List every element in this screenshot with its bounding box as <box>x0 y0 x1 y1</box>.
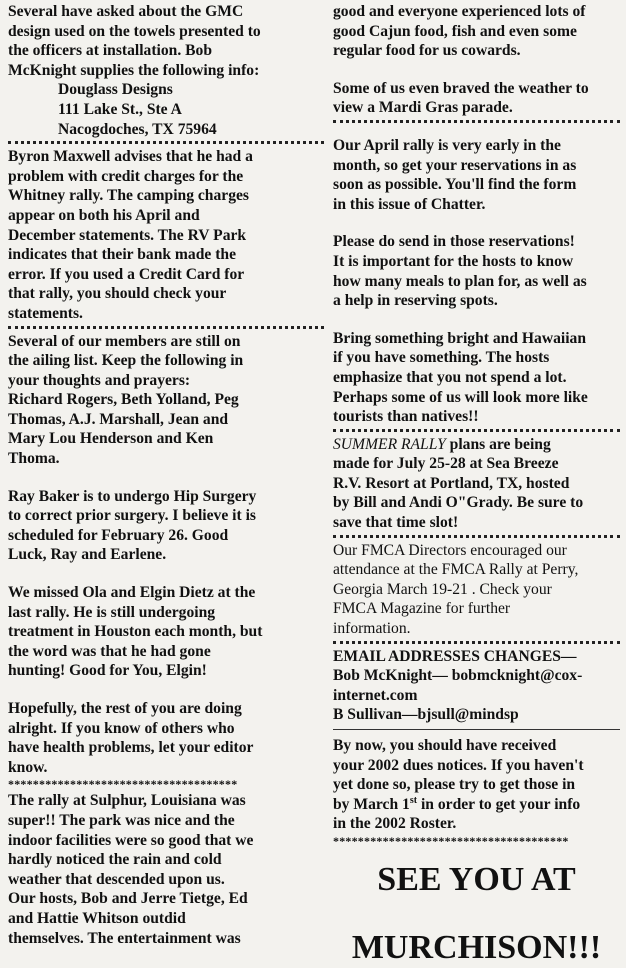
ola-paragraph <box>8 583 324 681</box>
text-line: Several have asked about the GMC <box>8 3 244 20</box>
text-line: R.V. Resort at Portland, TX, hosted <box>333 474 570 492</box>
text-line: and Hattie Whitson outdid <box>8 909 186 927</box>
byron-paragraph <box>8 147 324 323</box>
dotted-divider <box>333 535 620 538</box>
text-line: design used on the towels presented to <box>8 22 261 40</box>
text-line: themselves. The entertainment was <box>8 929 241 947</box>
text-line: Luck, Ray and Earlene. <box>8 546 167 564</box>
left-column <box>8 0 324 948</box>
text-line: Our April rally is very early in the <box>333 136 561 154</box>
text-line: Our FMCA Directors encouraged our <box>333 541 567 559</box>
dotted-divider <box>333 641 620 644</box>
text-line: the officers at installation. Bob <box>8 42 213 60</box>
text-line: in this issue of Chatter. <box>333 195 486 213</box>
email-line: Bob McKnight— bobmcknight@cox- <box>333 667 583 685</box>
text-line: FMCA Magazine for further <box>333 600 511 618</box>
text-line: have health problems, let your editor <box>8 739 254 757</box>
text-line: emphasize that you not spend a lot. <box>333 368 567 386</box>
address-line: 111 Lake St., Ste A <box>58 100 182 118</box>
text-line: problem with credit charges for the <box>8 167 244 185</box>
text-line: McKnight supplies the following info: <box>8 61 260 79</box>
text-fragment: plans are being <box>445 435 551 453</box>
address-line: Douglass Designs <box>58 81 173 99</box>
summer-rally-paragraph <box>333 435 620 533</box>
right-column <box>333 0 620 968</box>
text-line: hunting! Good for You, Elgin! <box>8 662 207 680</box>
text-line <box>333 795 620 815</box>
email-heading: EMAIL ADDRESSES CHANGES— <box>333 647 577 665</box>
text-line: the word was that he had gone <box>8 642 211 660</box>
solid-divider <box>333 729 620 730</box>
text-line: soon as possible. You'll find the form <box>333 176 577 194</box>
text-line: good Cajun food, fish and even some <box>333 22 577 40</box>
sulphur-paragraph <box>8 791 324 948</box>
text-line: statements. <box>8 304 83 322</box>
email-line: B Sullivan—bjsull@mindsp <box>333 706 519 724</box>
text-line: month, so get your reservations in as <box>333 156 577 174</box>
text-line: good and everyone experienced lots of <box>333 3 586 20</box>
text-line: Hopefully, the rest of you are doing <box>8 700 242 717</box>
dotted-divider <box>333 429 620 432</box>
text-line: last rally. He is still undergoing <box>8 603 216 621</box>
closing-line-1: SEE YOU AT <box>377 860 576 898</box>
text-line: save that time slot! <box>333 514 459 532</box>
text-line: Georgia March 19-21 . Check your <box>333 580 552 598</box>
text-line: Mary Lou Henderson and Ken <box>8 430 214 448</box>
gmc-paragraph <box>8 2 324 139</box>
text-line: By now, you should have received <box>333 737 557 754</box>
text-line: hardly noticed the rain and cold <box>8 851 222 869</box>
text-line: that rally, you should check your <box>8 285 227 303</box>
hawaiian-paragraph <box>333 329 620 427</box>
mardi-gras-paragraph <box>333 79 620 118</box>
april-rally-paragraph <box>333 136 620 214</box>
ailing-paragraph <box>8 332 324 469</box>
text-line: Perhaps some of us will look more like <box>333 388 588 406</box>
text-line: in the 2002 Roster. <box>333 815 457 833</box>
email-paragraph <box>333 647 620 725</box>
text-line: It is important for the hosts to know <box>333 252 574 270</box>
dotted-divider <box>333 120 620 123</box>
text-line: made for July 25-28 at Sea Breeze <box>333 455 559 473</box>
text-line: how many meals to plan for, as well as <box>333 272 587 290</box>
text-line: indicates that their bank made the <box>8 246 236 264</box>
text-line: yet done so, please try to get those in <box>333 776 576 794</box>
dotted-divider <box>8 326 324 329</box>
text-line: Whitney rally. The camping charges <box>8 187 249 205</box>
text-line: by Bill and Andi O"Grady. Be sure to <box>333 494 584 512</box>
text-line: information. <box>333 620 411 638</box>
hopefully-paragraph <box>8 699 324 777</box>
summer-rally-title: SUMMER RALLY <box>333 435 446 453</box>
text-line: the ailing list. Keep the following in <box>8 352 244 370</box>
text-line: super!! The park was nice and the <box>8 811 235 829</box>
text-line: Thomas, A.J. Marshall, Jean and <box>8 410 229 428</box>
text-line: your thoughts and prayers: <box>8 371 191 389</box>
text-line: indoor facilities were so good that we <box>8 831 254 849</box>
text-line: Byron Maxwell advises that he had a <box>8 148 253 166</box>
text-line: attendance at the FMCA Rally at Perry, <box>333 561 579 579</box>
email-line: internet.com <box>333 686 418 704</box>
text-line: Bring something bright and Hawaiian <box>333 329 587 347</box>
star-divider: ************************************** <box>333 833 569 848</box>
text-line <box>333 435 620 455</box>
text-line: Richard Rogers, Beth Yolland, Peg <box>8 391 239 409</box>
text-line: appear on both his April and <box>8 206 200 224</box>
address-line: Nacogdoches, TX 75964 <box>58 120 217 138</box>
text-line: know. <box>8 758 48 776</box>
text-line: Please do send in those reservations! <box>333 233 575 251</box>
closing-line-2: MURCHISON!!! <box>351 928 602 966</box>
cajun-paragraph <box>333 2 620 61</box>
fmca-paragraph <box>333 541 620 639</box>
text-line: to correct prior surgery. I believe it is <box>8 507 256 525</box>
dues-paragraph <box>333 736 620 834</box>
text-line: error. If you used a Credit Card for <box>8 265 245 283</box>
text-line: Some of us even braved the weather to <box>333 79 589 97</box>
text-fragment: by March 1 <box>333 795 410 813</box>
text-line: scheduled for February 26. Good <box>8 526 229 544</box>
text-line: a help in reserving spots. <box>333 292 498 310</box>
text-line: regular food for us cowards. <box>333 42 521 60</box>
text-line: alright. If you know of others who <box>8 719 235 737</box>
text-line: The rally at Sulphur, Louisiana was <box>8 792 246 810</box>
ordinal-suffix: st <box>409 794 418 806</box>
text-line: view a Mardi Gras parade. <box>333 99 513 117</box>
text-line: weather that descended upon us. <box>8 870 225 888</box>
text-line: treatment in Houston each month, but <box>8 623 263 641</box>
text-line: Our hosts, Bob and Jerre Tietge, Ed <box>8 890 248 908</box>
ray-paragraph <box>8 487 324 565</box>
reservations-paragraph <box>333 232 620 310</box>
text-line: Thoma. <box>8 450 60 468</box>
text-line: Several of our members are still on <box>8 332 241 350</box>
text-line: We missed Ola and Elgin Dietz at the <box>8 584 256 602</box>
text-line: Ray Baker is to undergo Hip Surgery <box>8 487 257 505</box>
text-fragment: in order to get your info <box>417 795 581 813</box>
text-line: tourists than natives!! <box>333 408 479 426</box>
star-divider: ************************************* <box>8 777 238 792</box>
text-line: if you have something. The hosts <box>333 349 550 367</box>
dotted-divider <box>8 141 324 144</box>
text-line: your 2002 dues notices. If you haven't <box>333 756 584 774</box>
text-line: December statements. The RV Park <box>8 226 247 244</box>
